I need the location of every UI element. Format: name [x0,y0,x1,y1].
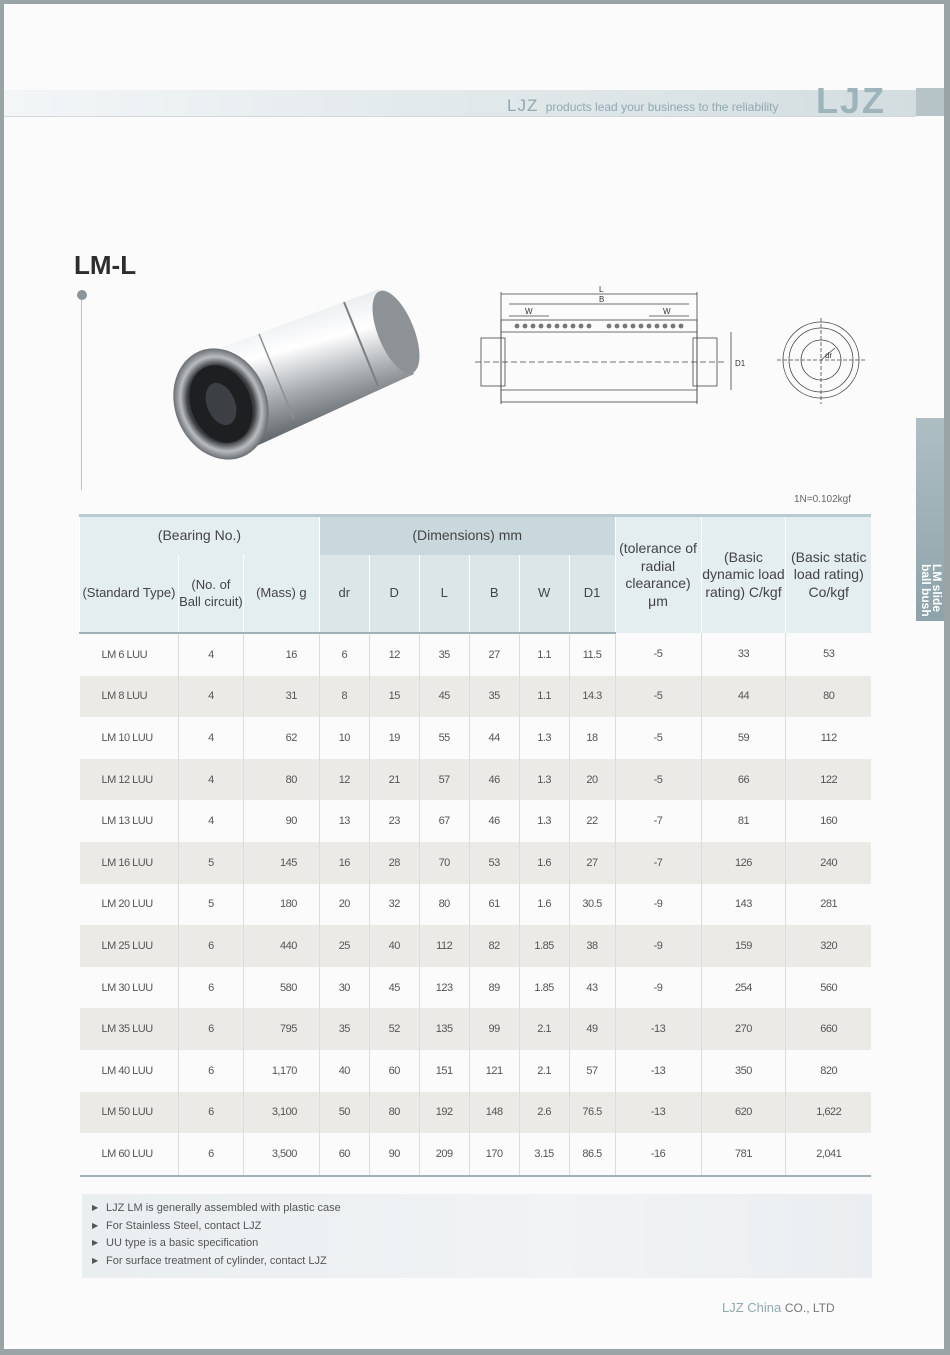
table-cell-L: 67 [419,800,469,842]
table-cell-B: 44 [469,717,519,759]
table-cell-circuit: 6 [178,967,243,1009]
table-row [80,1092,872,1134]
table-row [80,884,872,926]
table-cell-type: LM 16 LUU [80,842,179,884]
table-cell-C: 350 [701,1050,786,1092]
table-cell-mass: 795 [243,1008,319,1050]
table-cell-mass: 580 [243,967,319,1009]
title-bullet [77,290,87,300]
table-row [80,717,872,759]
table-cell-mass: 145 [243,842,319,884]
table-cell-W: 1.6 [519,842,569,884]
note-item: ▶ For surface treatment of cylinder, contact LJZ [106,1255,872,1273]
table-cell-D: 90 [369,1133,419,1176]
table-cell-B: 61 [469,884,519,926]
table-cell-L: 70 [419,842,469,884]
table-cell-dr: 30 [319,967,369,1009]
table-row [80,800,872,842]
header-brand: LJZ [507,96,539,115]
table-cell-D: 15 [369,676,419,718]
table-cell-dr: 35 [319,1008,369,1050]
table-cell-W: 3.15 [519,1133,569,1176]
table-cell-B: 82 [469,925,519,967]
table-cell-C: 620 [701,1092,786,1134]
table-cell-dr: 12 [319,759,369,801]
table-cell-D1: 86.5 [569,1133,615,1176]
spec-table [79,514,871,1177]
table-cell-C: 270 [701,1008,786,1050]
table-cell-tol: -9 [615,967,701,1009]
col-W: W [519,555,569,633]
table-cell-tol: -13 [615,1050,701,1092]
table-cell-Co: 2,041 [786,1133,871,1176]
table-cell-D: 80 [369,1092,419,1134]
table-cell-mass: 62 [243,717,319,759]
col-standard-type: (Standard Type) [80,555,179,633]
table-cell-circuit: 4 [178,676,243,718]
table-cell-D1: 14.3 [569,676,615,718]
table-cell-tol: -7 [615,800,701,842]
table-cell-type: LM 20 LUU [101,898,153,911]
col-D1: D1 [569,555,615,633]
table-cell-W: 1.1 [519,633,569,676]
table-cell-W: 2.1 [519,1008,569,1050]
table-cell-D1: 49 [569,1008,615,1050]
page-title: LM-L [74,250,137,280]
table-cell-C: 59 [701,717,786,759]
table-cell-circuit: 4 [178,717,243,759]
table-cell-mass: 90 [243,800,319,842]
col-mass: (Mass) g [243,555,319,633]
table-cell-Co: 660 [786,1008,871,1050]
table-cell-tol: -9 [615,925,701,967]
table-cell-L: 35 [419,633,469,676]
table-row [80,1133,872,1176]
table-row [80,676,872,718]
col-dynamic-load: (Basic dynamic load rating) C/kgf [701,516,786,634]
footer-company [722,1300,835,1315]
table-cell-circuit: 4 [178,800,243,842]
table-cell-Co: 240 [786,842,871,884]
table-cell-D: 23 [369,800,419,842]
table-cell-W: 2.1 [519,1050,569,1092]
notes-box [82,1194,872,1278]
table-cell-Co: 122 [786,759,871,801]
table-cell-L: 112 [419,925,469,967]
table-cell-Co: 560 [786,967,871,1009]
table-cell-L: 151 [419,1050,469,1092]
table-cell-W: 1.85 [519,967,569,1009]
table-cell-tol: -16 [615,1133,701,1176]
table-cell-L: 57 [419,759,469,801]
table-cell-C: 143 [701,884,786,926]
table-cell-L: 45 [419,676,469,718]
header-bearing-no: (Bearing No.) [80,516,320,556]
table-cell-W: 1.1 [519,676,569,718]
table-cell-circuit: 5 [178,842,243,884]
table-cell-type: LM 30 LUU [101,981,153,994]
table-cell-type: LM 40 LUU [101,1064,153,1077]
table-cell-D: 52 [369,1008,419,1050]
table-cell-B: 46 [469,800,519,842]
table-cell-D1: 57 [569,1050,615,1092]
table-row [80,759,872,801]
footer-country: China [747,1300,782,1315]
table-cell-B: 46 [469,759,519,801]
table-cell-D: 12 [369,633,419,676]
table-cell-B: 53 [469,842,519,884]
table-cell-Co: 53 [786,633,871,676]
table-cell-D1: 20 [569,759,615,801]
table-cell-tol: -5 [615,633,701,676]
table-cell-mass: 80 [243,759,319,801]
table-cell-B: 27 [469,633,519,676]
table-cell-W: 1.3 [519,800,569,842]
table-cell-D1: 43 [569,967,615,1009]
drawing-label-B: B [599,295,605,304]
table-cell-D1: 38 [569,925,615,967]
table-cell-W: 1.6 [519,884,569,926]
table-cell-C: 159 [701,925,786,967]
table-cell-C: 66 [701,759,786,801]
table-cell-D: 60 [369,1050,419,1092]
table-cell-type: LM 10 LUU [101,731,153,744]
drawing-label-dr: dr [825,351,833,360]
col-tolerance: (tolerance of radial clearance) μm [615,516,701,634]
table-cell-tol: -5 [615,717,701,759]
header-band [4,90,916,117]
table-cell-type: LM 35 LUU [80,1008,179,1050]
table-cell-circuit: 6 [178,1133,243,1176]
table-cell-B: 89 [469,967,519,1009]
table-cell-C: 781 [701,1133,786,1176]
table-cell-circuit: 6 [178,1050,243,1092]
table-cell-B: 99 [469,1008,519,1050]
table-cell-L: 123 [419,967,469,1009]
table-cell-C: 254 [701,967,786,1009]
table-cell-W: 2.6 [519,1092,569,1134]
table-cell-type: LM 25 LUU [80,925,179,967]
table-cell-L: 135 [419,1008,469,1050]
header-band-tab [916,88,944,116]
table-cell-mass: 440 [243,925,319,967]
table-cell-dr: 60 [319,1133,369,1176]
table-cell-dr: 6 [319,633,369,676]
table-cell-circuit: 4 [178,759,243,801]
table-cell-tol: -13 [615,1008,701,1050]
table-cell-circuit: 6 [178,1092,243,1134]
col-L: L [419,555,469,633]
table-cell-mass: 3,500 [243,1133,319,1176]
table-cell-circuit: 6 [178,1008,243,1050]
table-cell-D1: 30.5 [569,884,615,926]
table-cell-D1: 11.5 [569,633,615,676]
header-dimensions: (Dimensions) mm [319,516,615,556]
table-cell-tol: -9 [615,884,701,926]
table-cell-dr: 25 [319,925,369,967]
note-item: ▶ UU type is a basic specification [106,1237,872,1255]
table-cell-Co: 320 [786,925,871,967]
table-cell-type: LM 12 LUU [80,759,179,801]
table-cell-D1: 22 [569,800,615,842]
table-row [80,925,872,967]
table-cell-C: 81 [701,800,786,842]
table-cell-D: 19 [369,717,419,759]
table-cell-B: 148 [469,1092,519,1134]
table-cell-Co: 820 [786,1050,871,1092]
drawing-label-W-left: W [525,307,533,316]
drawing-label-D1: D1 [735,359,746,368]
table-cell-Co: 112 [786,717,871,759]
note-item: ▶ LJZ LM is generally assembled with plastic case [106,1202,872,1220]
drawing-label-L: L [599,286,604,294]
table-cell-dr: 10 [319,717,369,759]
table-cell-W: 1.3 [519,717,569,759]
table-cell-dr: 20 [319,884,369,926]
col-dr: dr [319,555,369,633]
table-cell-D: 21 [369,759,419,801]
table-cell-C: 126 [701,842,786,884]
table-cell-Co: 160 [786,800,871,842]
table-cell-L: 209 [419,1133,469,1176]
table-cell-tol: -5 [615,759,701,801]
header-tagline [507,96,778,116]
table-cell-mass: 3,100 [243,1092,319,1134]
table-cell-tol: -7 [615,842,701,884]
table-cell-dr: 16 [319,842,369,884]
table-cell-dr: 50 [319,1092,369,1134]
table-cell-B: 170 [469,1133,519,1176]
table-cell-type: LM 60 LUU [80,1133,179,1176]
table-row [80,967,872,1009]
table-cell-type: LM 6 LUU [101,648,148,661]
note-item: ▶ For Stainless Steel, contact LJZ [106,1220,872,1238]
table-cell-C: 44 [701,676,786,718]
table-cell-W: 1.3 [519,759,569,801]
header-tagline-text: products lead your business to the reliability [545,100,779,114]
table-cell-mass: 16 [243,633,319,676]
side-tab-label [920,564,942,714]
table-cell-D1: 18 [569,717,615,759]
table-cell-type: LM 13 LUU [101,815,153,828]
table-cell-dr: 8 [319,676,369,718]
table-cell-D: 45 [369,967,419,1009]
table-cell-dr: 40 [319,1050,369,1092]
drawing-label-W-right: W [663,307,671,316]
table-cell-L: 55 [419,717,469,759]
table-row [80,1050,872,1092]
col-ball-circuit: (No. of Ball circuit) [178,555,243,633]
table-cell-type: LM 50 LUU [80,1092,179,1134]
table-cell-D1: 27 [569,842,615,884]
table-row [80,1008,872,1050]
table-cell-mass: 180 [243,884,319,926]
col-D: D [369,555,419,633]
table-cell-D: 40 [369,925,419,967]
table-cell-tol: -5 [615,676,701,718]
table-cell-mass: 1,170 [243,1050,319,1092]
table-cell-circuit: 4 [178,633,243,676]
table-cell-Co: 1,622 [786,1092,871,1134]
side-tab-line1: LM slide [930,564,944,613]
table-cell-B: 35 [469,676,519,718]
header-logo: LJZ [816,80,887,121]
table-cell-D1: 76.5 [569,1092,615,1134]
bearing-photo [164,284,424,474]
table-cell-C: 33 [701,633,786,676]
table-cell-L: 80 [419,884,469,926]
table-cell-dr: 13 [319,800,369,842]
col-static-load: (Basic static load rating) Co/kgf [786,516,871,634]
catalog-page [4,4,944,1349]
table-row [80,633,872,676]
table-cell-Co: 80 [786,676,871,718]
footer-suffix: CO., LTD [784,1301,835,1315]
table-cell-D: 28 [369,842,419,884]
table-cell-L: 192 [419,1092,469,1134]
table-cell-D: 32 [369,884,419,926]
table-cell-Co: 281 [786,884,871,926]
spec-table-body [80,633,872,1176]
table-cell-mass: 31 [243,676,319,718]
table-cell-type: LM 8 LUU [80,676,179,718]
table-row [80,842,872,884]
title-rule [81,300,82,490]
table-cell-circuit: 5 [178,884,243,926]
table-cell-tol: -13 [615,1092,701,1134]
unit-conversion-note: 1N=0.102kgf [794,494,851,505]
side-tab-line2: ball bush [919,564,933,617]
col-B: B [469,555,519,633]
table-cell-B: 121 [469,1050,519,1092]
table-cell-W: 1.85 [519,925,569,967]
dimension-drawing [469,286,869,410]
table-cell-circuit: 6 [178,925,243,967]
footer-brand: LJZ [722,1300,744,1315]
